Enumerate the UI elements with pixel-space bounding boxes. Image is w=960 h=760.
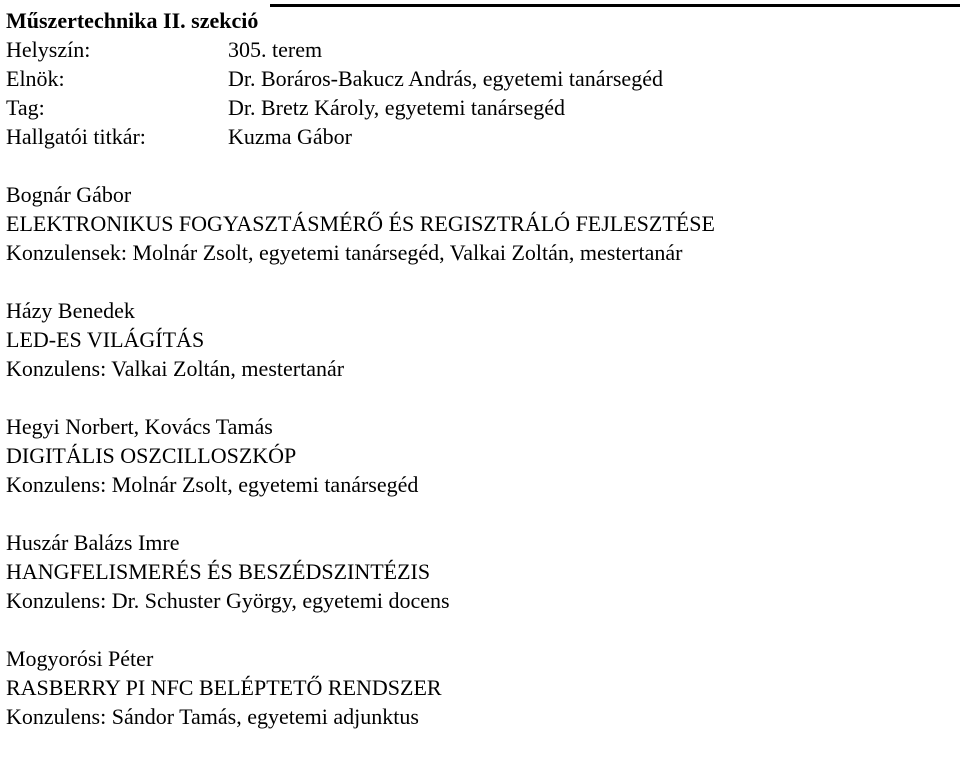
session-info [6, 35, 956, 151]
entry-advisor: Konzulensek: Molnár Zsolt, egyetemi tanársegéd, Valkai Zoltán, mestertanár [6, 240, 683, 265]
entry-title: HANGFELISMERÉS ÉS BESZÉDSZINTÉZIS [6, 559, 431, 584]
info-row-secretary [6, 122, 956, 151]
info-label: Elnök: [6, 66, 65, 91]
entry-author: Házy Benedek [6, 298, 135, 323]
info-value: Dr. Bretz Károly, egyetemi tanársegéd [228, 95, 565, 120]
entry-title: LED-ES VILÁGÍTÁS [6, 327, 205, 352]
info-value: 305. terem [228, 37, 323, 62]
presentation-entry [6, 528, 956, 615]
presentation-list [6, 180, 956, 731]
info-value: Dr. Boráros-Bakucz András, egyetemi tanársegéd [228, 66, 663, 91]
presentation-entry [6, 412, 956, 499]
info-label: Tag: [6, 95, 45, 120]
document-page [6, 6, 956, 760]
entry-author: Huszár Balázs Imre [6, 530, 180, 555]
info-label: Hallgatói titkár: [6, 124, 146, 149]
entry-title: ELEKTRONIKUS FOGYASZTÁSMÉRŐ ÉS REGISZTRÁLÓ FEJLESZTÉSE [6, 211, 715, 236]
entry-title: RASBERRY PI NFC BELÉPTETŐ RENDSZER [6, 675, 442, 700]
entry-advisor: Konzulens: Molnár Zsolt, egyetemi tanársegéd [6, 472, 419, 497]
presentation-entry [6, 180, 956, 267]
info-value: Kuzma Gábor [228, 124, 353, 149]
info-label: Helyszín: [6, 37, 91, 62]
section-title: Műszertechnika II. szekció [6, 8, 259, 33]
entry-author: Mogyorósi Péter [6, 646, 154, 671]
info-row-member [6, 93, 956, 122]
info-row-chair [6, 64, 956, 93]
presentation-entry [6, 644, 956, 731]
entry-advisor: Konzulens: Sándor Tamás, egyetemi adjunktus [6, 704, 419, 729]
info-row-location [6, 35, 956, 64]
entry-title: DIGITÁLIS OSZCILLOSZKÓP [6, 443, 297, 468]
entry-author: Bognár Gábor [6, 182, 132, 207]
entry-advisor: Konzulens: Dr. Schuster György, egyetemi docens [6, 588, 450, 613]
entry-advisor: Konzulens: Valkai Zoltán, mestertanár [6, 356, 345, 381]
presentation-entry [6, 296, 956, 383]
entry-author: Hegyi Norbert, Kovács Tamás [6, 414, 273, 439]
